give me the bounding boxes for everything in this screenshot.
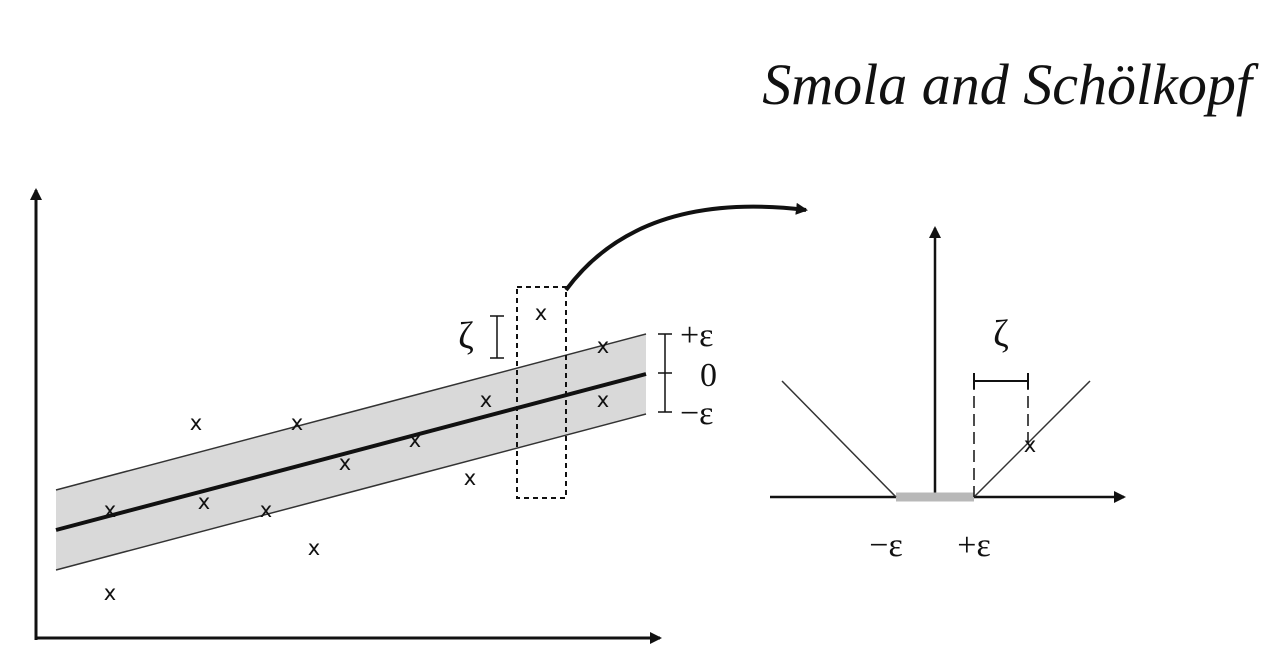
slack-label-zeta: ζ (458, 315, 474, 357)
loss-slack-label-zeta: ζ (993, 313, 1009, 355)
data-point: x (479, 388, 493, 412)
page-title: Smola and Schölkopf (762, 52, 1252, 117)
data-point: x (534, 301, 548, 325)
data-point: x (290, 411, 304, 435)
loss-left-branch (782, 381, 896, 497)
slack-indicator (490, 316, 504, 358)
band-label-minus-epsilon: −ε (680, 395, 714, 432)
data-point: x (259, 498, 273, 522)
band-label-zero: 0 (700, 357, 717, 394)
data-point: x (596, 388, 610, 412)
loss-panel (770, 228, 1124, 564)
data-point: x (338, 451, 352, 475)
data-point: x (189, 411, 203, 435)
data-point: x (307, 536, 321, 560)
curved-arrow-icon (566, 207, 806, 290)
regression-panel (36, 190, 717, 640)
data-point: x (103, 498, 117, 522)
data-point: x (103, 581, 117, 605)
band-label-plus-epsilon: +ε (680, 317, 714, 354)
epsilon-bracket (658, 334, 672, 412)
data-point: x (463, 466, 477, 490)
data-point: x (197, 490, 211, 514)
data-point: x (408, 428, 422, 452)
data-point: x (596, 334, 610, 358)
loss-slack-bracket (974, 373, 1028, 389)
tick-label-minus-epsilon: −ε (869, 527, 903, 564)
loss-data-point: x (1023, 433, 1037, 457)
tick-label-plus-epsilon: +ε (957, 527, 991, 564)
